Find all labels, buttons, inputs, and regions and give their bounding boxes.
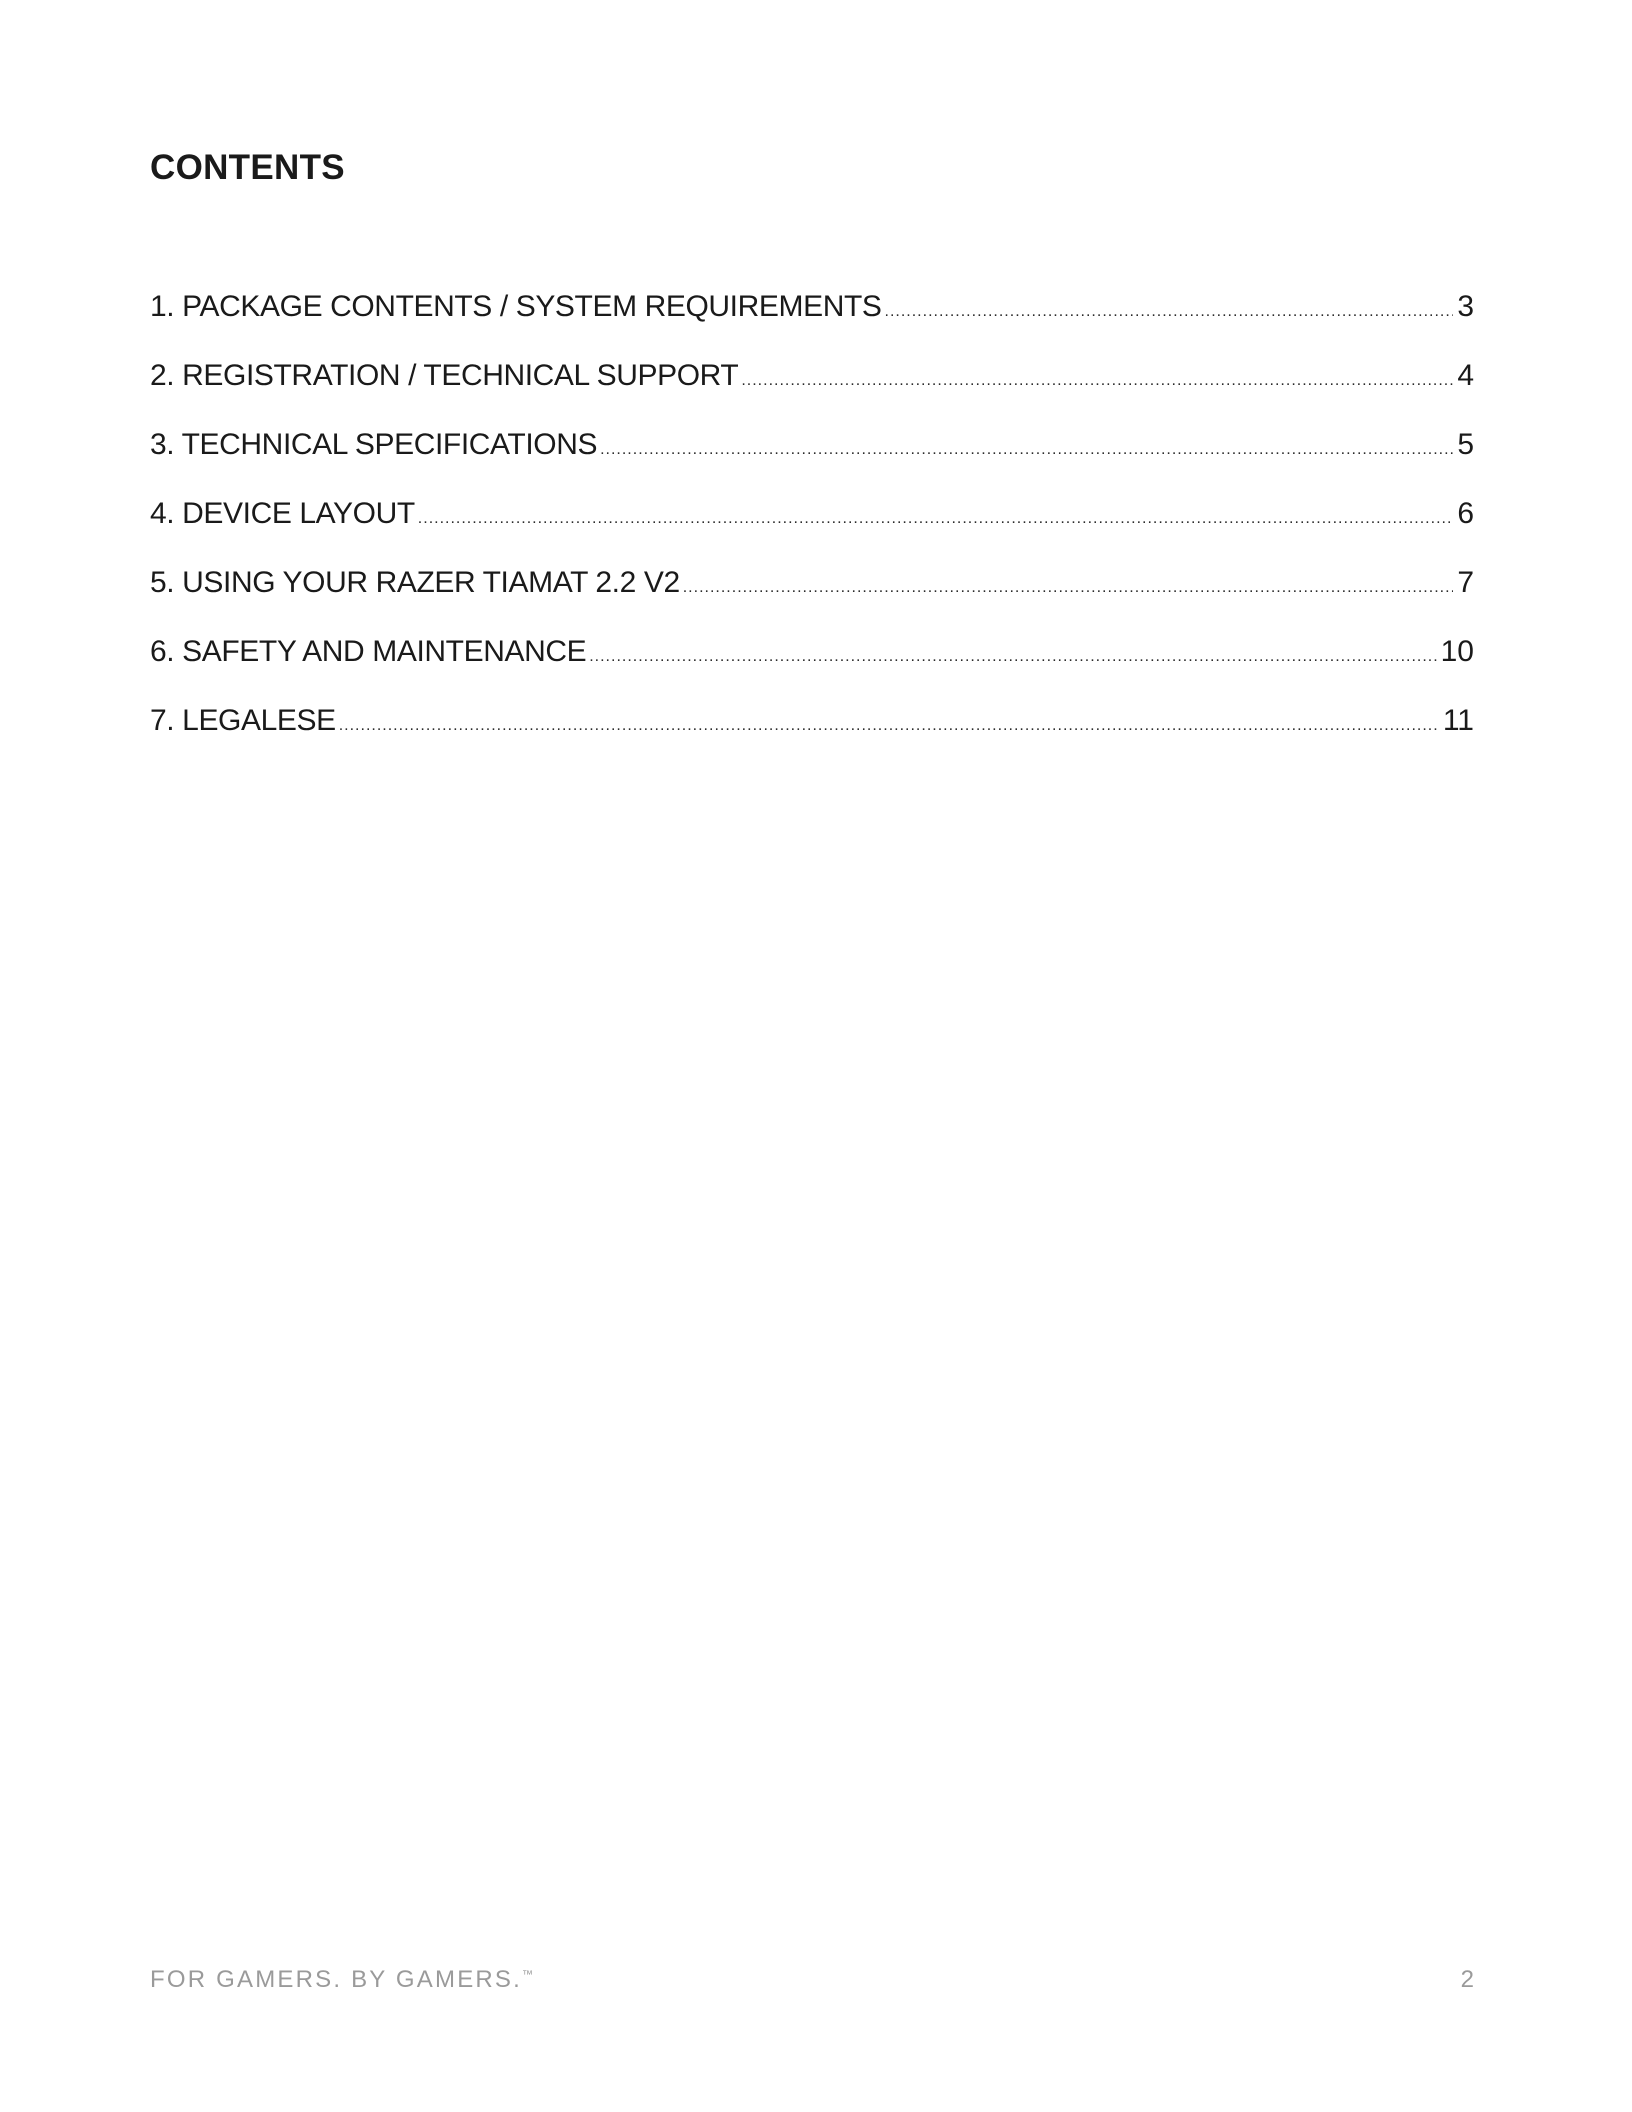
toc-entry-label: 6. SAFETY AND MAINTENANCE [150,635,587,668]
contents-heading: CONTENTS [150,148,345,187]
footer-tagline-text: FOR GAMERS. BY GAMERS. [150,1966,523,1993]
dot-leader [589,648,1436,666]
toc-entry-device-layout[interactable] [150,497,1474,566]
table-of-contents [150,290,1474,773]
footer-tagline [150,1966,533,1994]
toc-entry-label: 5. USING YOUR RAZER TIAMAT 2.2 V2 [150,566,680,599]
toc-entry-legalese[interactable] [150,704,1474,773]
toc-entry-registration[interactable] [150,359,1474,428]
footer-page-number: 2 [1460,1966,1474,1993]
toc-entry-label: 7. LEGALESE [150,704,336,737]
dot-leader [339,717,1439,735]
dot-leader [418,510,1454,528]
toc-entry-label: 1. PACKAGE CONTENTS / SYSTEM REQUIREMENTS [150,290,882,323]
dot-leader [600,441,1453,459]
toc-entry-label: 2. REGISTRATION / TECHNICAL SUPPORT [150,359,739,392]
dot-leader [683,579,1454,597]
toc-entry-page-number: 10 [1440,635,1474,668]
trademark-symbol: ™ [522,1969,534,1981]
toc-entry-page-number: 6 [1457,497,1474,530]
toc-entry-page-number: 3 [1457,290,1474,323]
toc-entry-label: 3. TECHNICAL SPECIFICATIONS [150,428,598,461]
toc-entry-page-number: 5 [1457,428,1474,461]
toc-entry-package-contents[interactable] [150,290,1474,359]
dot-leader [741,372,1453,390]
toc-entry-page-number: 4 [1457,359,1474,392]
dot-leader [885,303,1454,321]
toc-entry-label: 4. DEVICE LAYOUT [150,497,415,530]
toc-entry-page-number: 7 [1457,566,1474,599]
toc-entry-page-number: 11 [1442,704,1474,737]
toc-entry-safety-maintenance[interactable] [150,635,1474,704]
toc-entry-technical-specifications[interactable] [150,428,1474,497]
toc-entry-using-device[interactable] [150,566,1474,635]
